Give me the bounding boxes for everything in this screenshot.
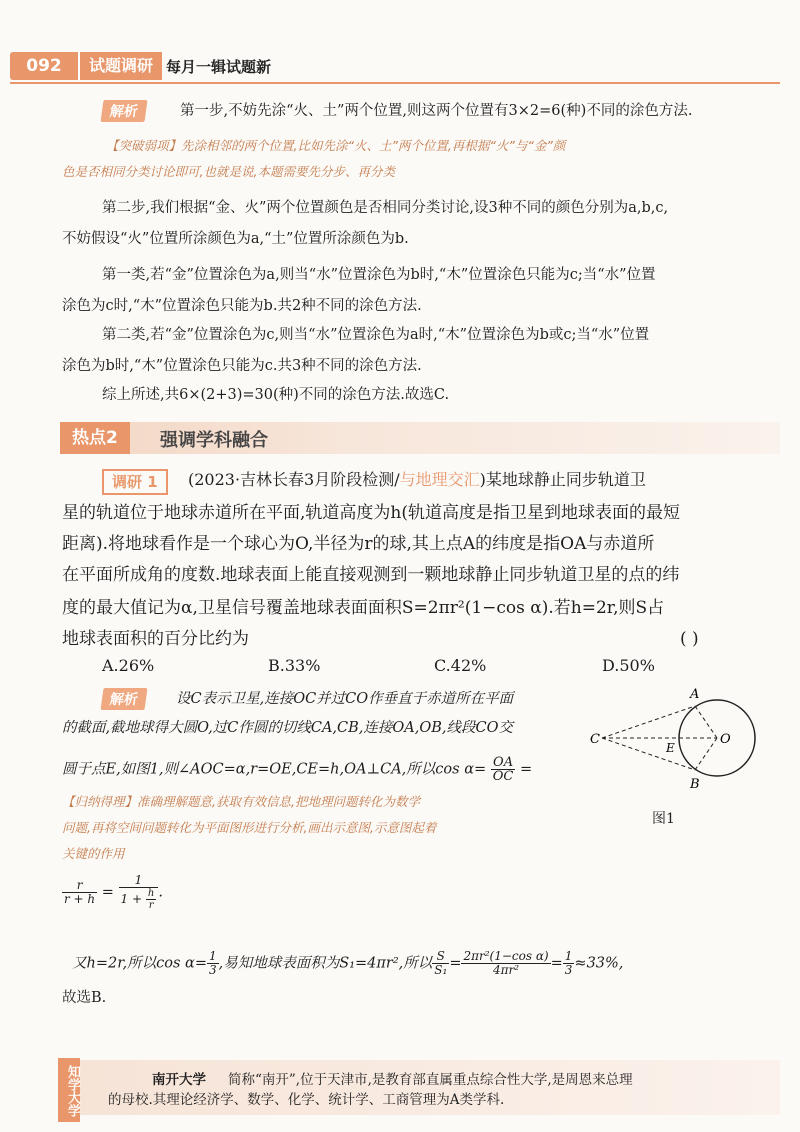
solution-step1: 第一步,不妨先涂“火、土”两个位置,则这两个位置有3×2=6(种)不同的涂色方法. [180, 103, 693, 119]
fraction-oa-oc [491, 756, 516, 783]
question-line-5: 地球表面积的百分比约为 [62, 629, 249, 649]
frac-3b: 3 [564, 963, 573, 977]
label-a: A [690, 687, 700, 702]
frac-s1: S₁ [434, 963, 448, 977]
fraction-one-over [119, 874, 159, 911]
frac-3: 3 [209, 963, 217, 977]
footer-side-tab: 知学大学 [58, 1058, 80, 1122]
case2-line-2: 涂色为b时,“木”位置涂色只能为c.共3种不同的涂色方法. [62, 358, 422, 374]
fraction-s-s1 [432, 950, 449, 977]
case2-line-1: 第二类,若“金”位置涂色为c,则当“水”位置涂色为a时,“木”位置涂色为b或c;当“水”位置 [102, 327, 650, 343]
case1-line-2: 涂色为c时,“木”位置涂色只能为b.共2种不同的涂色方法. [62, 298, 422, 314]
option-b: B.33% [268, 656, 321, 675]
label-b: B [690, 777, 700, 792]
header-rule [10, 82, 780, 84]
question-source: (2023·吉林长春3月阶段检测/ [188, 470, 400, 489]
solution2-tag: 解析 [100, 688, 147, 710]
frac-one: 1 [119, 874, 159, 888]
hotspot-tag: 热点2 [60, 422, 130, 454]
solution2-line-3-text: 圆于点E,如图1,则∠AOC=α,r=OE,CE=h,OA⊥CA,所以cos α= [62, 761, 487, 778]
frac-one-plus-h-r [119, 888, 159, 911]
answer-blank: ( ) [680, 629, 699, 649]
tangent-ca [602, 706, 695, 738]
frac-r: r [62, 879, 97, 893]
note2-line-1: 【归纳得理】准确理解题意,获取有效信息,把地理问题转化为数学 [62, 794, 420, 809]
label-o: O [720, 732, 731, 747]
fraction-1-3 [207, 950, 219, 977]
line-ob [695, 738, 717, 770]
label-c: C [590, 732, 600, 747]
frac-r-plus-h: r + h [64, 892, 96, 906]
fraction-h-r [146, 888, 156, 911]
header-subtitle: 每月一辑试题新 [166, 58, 272, 76]
solution-tag: 解析 [100, 100, 147, 122]
footer-text-1: 简称“南开”,位于天津市,是教育部直属重点综合性大学,是周恩来总理 [228, 1072, 633, 1088]
final-line-b: ,易知地球表面积为S₁=4πr²,所以 [218, 955, 433, 972]
question-first-line [188, 466, 646, 494]
option-a: A.26% [102, 656, 155, 675]
note2-line-3: 关键的作用 [62, 846, 125, 861]
note-line-2: 色是否相同分类讨论即可,也就是说,本题需要先分步、再分类 [62, 164, 395, 179]
question-line-2: 距离).将地球看作是一个球心为O,半径为r的球,其上点A的纬度是指OA与赤道所 [62, 534, 655, 554]
fraction-r-rh [62, 879, 97, 906]
frac-1: 1 [209, 949, 217, 963]
frac-s: S [432, 950, 449, 964]
fraction-1-3b [563, 950, 575, 977]
frac-one-plus: 1 + [120, 892, 143, 906]
figure-1-diagram [580, 686, 780, 796]
question-source-link: 与地理交汇 [399, 470, 480, 489]
question-line-4: 度的最大值记为α,卫星信号覆盖地球表面面积S=2πr²(1−cos α).若h=2r,则S占 [62, 598, 665, 618]
final-line-c: ≈33%, [574, 955, 624, 972]
note2-line-2: 问题,再将空间问题转化为平面图形进行分析,画出示意图,示意图起着 [62, 820, 437, 835]
research-tag: 调研 1 [102, 469, 168, 495]
footer-name: 南开大学 [152, 1072, 206, 1088]
formula-ratio: $\frac{r}{r + h}$ = 1 1 + $\frac{h}{r}$ . [64, 873, 163, 911]
section-title: 试题调研 [78, 52, 162, 80]
solution-conclusion: 综上所述,共6×(2+3)=30(种)不同的涂色方法.故选C. [102, 387, 450, 403]
solution2-answer: 故选B. [62, 990, 107, 1006]
option-c: C.42% [434, 656, 487, 675]
frac-oc: OC [492, 769, 514, 784]
frac-h: h [147, 888, 155, 899]
tangent-cb [602, 738, 695, 770]
final-line-a: 又h=2r,所以cos α= [72, 955, 208, 972]
frac-r2: r [148, 900, 154, 911]
solution2-line-3: 圆于点E,如图1,则∠AOC=α,r=OE,CE=h,OA⊥CA,所以cos α= $\frac{OA}{OC}$ = [62, 755, 533, 784]
footer-text-2: 的母校.其理论经济学、数学、化学、统计学、工商管理为A类学科. [108, 1092, 505, 1108]
frac-1b: 1 [564, 949, 573, 963]
label-e: E [666, 741, 675, 755]
final-line: 又h=2r,所以cos α= $\frac{1}{3}$ ,易知地球表面积为S₁=4πr²,所以 $\frac{S}{\text{S₁}}$ = $\frac{\text{2πr²(1−cos α)}}{\text{4πr²}}$ = $\frac{1}{3}$ ≈33%, [72, 949, 624, 977]
question-line-1: 星的轨道位于地球赤道所在平面,轨道高度为h(轨道高度是指卫星到地球表面的最短 [62, 503, 680, 523]
line-oa [695, 706, 717, 738]
question-source-suffix: )某地球静止同步轨道卫 [479, 470, 646, 489]
figure-caption: 图1 [652, 811, 675, 827]
step2-line-1: 第二步,我们根据“金、火”两个位置颜色是否相同分类讨论,设3种不同的颜色分别为a,b,c, [102, 200, 669, 216]
frac-area-num: 2πr²(1−cos α) [463, 949, 549, 963]
hotspot-title: 强调学科融合 [160, 430, 268, 451]
option-d: D.50% [602, 656, 655, 675]
frac-area-den: 4πr² [493, 963, 520, 977]
note-line-1: 【突破弱项】先涂相邻的两个位置,比如先涂“火、土”两个位置,再根据“火”与“金”颜 [106, 138, 566, 153]
step2-line-2: 不妨假设“火”位置所涂颜色为a,“土”位置所涂颜色为b. [62, 231, 409, 247]
solution2-line-2: 的截面,截地球得大圆O,过C作圆的切线CA,CB,连接OA,OB,线段CO交 [62, 720, 513, 736]
solution2-line-1: 设C表示卫星,连接OC并过CO作垂直于赤道所在平面 [176, 691, 514, 707]
fraction-area [461, 950, 550, 977]
frac-oa: OA [491, 756, 516, 770]
page-number: 092 [10, 52, 78, 80]
question-line-3: 在平面所成角的度数.地球表面上能直接观测到一颗地球静止同步轨道卫星的点的纬 [62, 565, 680, 585]
case1-line-1: 第一类,若“金”位置涂色为a,则当“水”位置涂色为b时,“木”位置涂色只能为c;当“水”位置 [102, 267, 656, 283]
